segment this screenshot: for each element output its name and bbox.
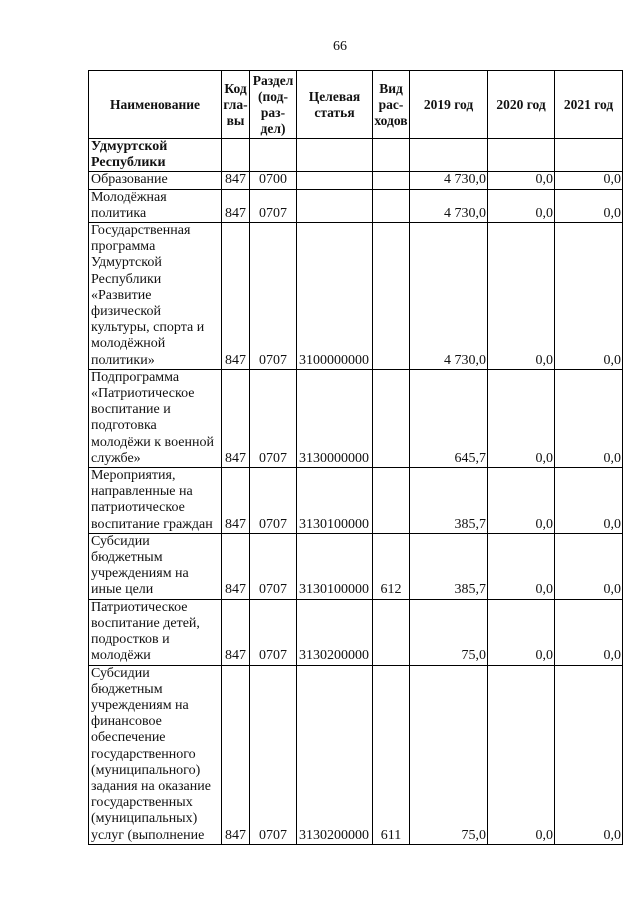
col-header-2019: 2019 год (410, 71, 488, 139)
header-line: вы (226, 112, 245, 128)
name-line: подготовка (91, 418, 157, 434)
chapter-code-cell: 847 (222, 189, 250, 222)
expense-type-cell: 611 (373, 665, 410, 844)
header-line: статья (314, 104, 355, 120)
target-article-cell (297, 139, 373, 172)
name-line: Субсидии (91, 533, 150, 549)
name-line: бюджетным (91, 681, 163, 697)
amount-2020-cell: 0,0 (488, 189, 555, 222)
col-header-section (250, 71, 297, 139)
header-line: Код (224, 80, 247, 96)
expense-type-cell (373, 468, 410, 534)
target-article-cell: 3130100000 (297, 468, 373, 534)
name-line: государственных (91, 795, 193, 811)
amount-2021-cell: 0,0 (555, 172, 623, 189)
target-article-cell: 3130000000 (297, 369, 373, 467)
name-line: воспитание и (91, 402, 171, 418)
target-article-cell: 3100000000 (297, 223, 373, 370)
name-line: учреждениям на (91, 697, 189, 713)
amount-2021-cell: 0,0 (555, 189, 623, 222)
amount-2019-cell: 4 730,0 (410, 223, 488, 370)
name-line: молодёжи (91, 648, 151, 664)
section-cell: 0707 (250, 533, 297, 599)
name-line: воспитание граждан (91, 516, 213, 532)
name-line: «Патриотическое (91, 386, 195, 402)
name-cell (89, 223, 222, 370)
chapter-code-cell: 847 (222, 599, 250, 665)
target-article-cell: 3130100000 (297, 533, 373, 599)
header-line: рас- (378, 96, 404, 112)
chapter-code-cell: 847 (222, 369, 250, 467)
name-line: бюджетным (91, 550, 163, 566)
table-row (89, 468, 623, 534)
section-cell: 0707 (250, 599, 297, 665)
name-line: Образование (91, 172, 168, 188)
header-line: раз- (260, 104, 286, 120)
chapter-code-cell (222, 139, 250, 172)
header-line: Вид (379, 80, 403, 96)
name-line: (муниципальных) (91, 811, 198, 827)
header-line: дел) (260, 120, 286, 136)
amount-2020-cell: 0,0 (488, 369, 555, 467)
name-cell (89, 139, 222, 172)
name-line: воспитание детей, (91, 615, 200, 631)
name-line: Республики (91, 155, 166, 171)
name-line: обеспечение (91, 730, 166, 746)
table-row (89, 369, 623, 467)
name-line: направленные на (91, 484, 193, 500)
section-cell: 0707 (250, 223, 297, 370)
col-header-2021: 2021 год (555, 71, 623, 139)
amount-2020-cell (488, 139, 555, 172)
section-cell: 0707 (250, 369, 297, 467)
amount-2021-cell: 0,0 (555, 369, 623, 467)
name-line: «Развитие (91, 287, 152, 303)
amount-2020-cell: 0,0 (488, 533, 555, 599)
expense-type-cell (373, 369, 410, 467)
name-line: Государственная (91, 223, 191, 239)
budget-table (88, 70, 623, 845)
header-row (89, 71, 623, 139)
target-article-cell (297, 172, 373, 189)
name-line: культуры, спорта и (91, 320, 205, 336)
name-line: политики» (91, 352, 155, 368)
name-line: службе» (91, 450, 141, 466)
chapter-code-cell: 847 (222, 223, 250, 370)
name-line: задания на оказание (91, 778, 211, 794)
chapter-code-cell: 847 (222, 665, 250, 844)
amount-2019-cell: 4 730,0 (410, 172, 488, 189)
amount-2021-cell: 0,0 (555, 599, 623, 665)
amount-2019-cell: 645,7 (410, 369, 488, 467)
amount-2020-cell: 0,0 (488, 599, 555, 665)
target-article-cell: 3130200000 (297, 599, 373, 665)
target-article-cell (297, 189, 373, 222)
name-line: Патриотическое (91, 599, 188, 615)
expense-type-cell: 612 (373, 533, 410, 599)
col-header-target-article (297, 71, 373, 139)
name-cell (89, 533, 222, 599)
amount-2019-cell: 4 730,0 (410, 189, 488, 222)
name-cell (89, 599, 222, 665)
table-row (89, 223, 623, 370)
table-row (89, 533, 623, 599)
table-row (89, 172, 623, 189)
name-line: политика (91, 205, 147, 221)
amount-2019-cell: 75,0 (410, 665, 488, 844)
name-cell (89, 369, 222, 467)
amount-2019-cell (410, 139, 488, 172)
name-line: Подпрограмма (91, 369, 180, 385)
section-cell: 0707 (250, 665, 297, 844)
target-article-cell: 3130200000 (297, 665, 373, 844)
table-body (89, 139, 623, 845)
header-line: Раздел (252, 72, 294, 88)
table-header (89, 71, 623, 139)
name-line: физической (91, 304, 161, 320)
name-line: Мероприятия, (91, 468, 176, 484)
table-row (89, 665, 623, 844)
section-cell: 0707 (250, 189, 297, 222)
name-line: финансовое (91, 714, 162, 730)
amount-2020-cell: 0,0 (488, 468, 555, 534)
name-line: (муниципального) (91, 762, 201, 778)
expense-type-cell (373, 139, 410, 172)
name-line: услуг (выполнение (91, 827, 205, 843)
name-line: патриотическое (91, 500, 185, 516)
name-line: Субсидии (91, 665, 150, 681)
section-cell: 0700 (250, 172, 297, 189)
name-line: Удмуртской (91, 255, 162, 271)
amount-2020-cell: 0,0 (488, 172, 555, 189)
header-line: Целевая (308, 88, 361, 104)
name-line: Молодёжная (91, 189, 167, 205)
table-row-heading (89, 139, 623, 172)
name-line: программа (91, 239, 156, 255)
header-line: гла- (223, 96, 248, 112)
name-line: Республики (91, 271, 162, 287)
amount-2019-cell: 75,0 (410, 599, 488, 665)
amount-2021-cell (555, 139, 623, 172)
page-number: 66 (333, 39, 347, 54)
name-line: иные цели (91, 582, 154, 598)
expense-type-cell (373, 172, 410, 189)
name-cell (89, 172, 222, 189)
name-cell (89, 665, 222, 844)
name-line: молодёжи к военной (91, 434, 214, 450)
name-line: государственного (91, 746, 196, 762)
section-cell (250, 139, 297, 172)
chapter-code-cell: 847 (222, 172, 250, 189)
amount-2020-cell: 0,0 (488, 665, 555, 844)
amount-2019-cell: 385,7 (410, 468, 488, 534)
amount-2021-cell: 0,0 (555, 468, 623, 534)
expense-type-cell (373, 223, 410, 370)
amount-2019-cell: 385,7 (410, 533, 488, 599)
section-cell: 0707 (250, 468, 297, 534)
col-header-expense-type (373, 71, 410, 139)
amount-2020-cell: 0,0 (488, 223, 555, 370)
table-row (89, 599, 623, 665)
expense-type-cell (373, 599, 410, 665)
expense-type-cell (373, 189, 410, 222)
name-line: Удмуртской (91, 139, 168, 154)
name-cell (89, 189, 222, 222)
col-header-chapter-code (222, 71, 250, 139)
name-line: молодёжной (91, 336, 166, 352)
chapter-code-cell: 847 (222, 468, 250, 534)
name-line: подростков и (91, 632, 170, 648)
chapter-code-cell: 847 (222, 533, 250, 599)
table-row (89, 189, 623, 222)
amount-2021-cell: 0,0 (555, 533, 623, 599)
name-line: учреждениям на (91, 566, 189, 582)
col-header-name: Наименование (89, 71, 222, 139)
header-line: ходов (374, 112, 408, 128)
header-line: (под- (258, 88, 288, 104)
col-header-2020: 2020 год (488, 71, 555, 139)
name-cell (89, 468, 222, 534)
amount-2021-cell: 0,0 (555, 665, 623, 844)
amount-2021-cell: 0,0 (555, 223, 623, 370)
